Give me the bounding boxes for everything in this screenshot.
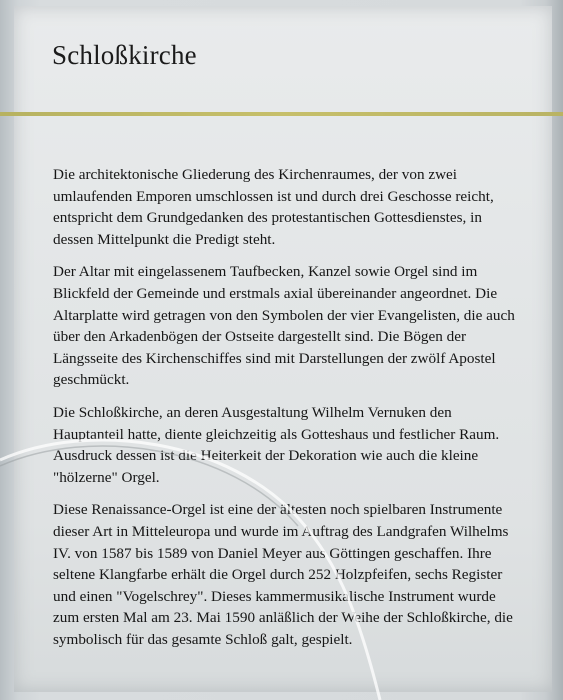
sign-title: Schloßkirche — [52, 40, 197, 70]
paragraph-decoration: Die Schloßkirche, an deren Ausgestaltung Wilhelm Vernuken den Hauptanteil hatte, diente gleichzeitig als Gotteshaus und festlicher Raum. Ausdruck dessen ist die Heiterkeit der Dekoration wie auch die kleine "hölzerne" Orgel. — [53, 403, 500, 486]
paragraph-architecture: Die architektonische Gliederung des Kirchenraumes, der von zwei umlaufenden Emporen umschlossen ist und durch drei Geschosse reicht, entspricht dem Grundgedanken des protestantischen Gottesdienstes, in dessen Mittelpunkt die Predigt steht. — [53, 166, 494, 248]
sign-body — [53, 164, 525, 661]
paragraph-altar: Der Altar mit eingelassenem Taufbecken, Kanzel sowie Orgel sind im Blickfeld der Gemeinde und erstmals axial übereinander angeordnet. Die Altarplatte wird getragen von den Symbolen der vier Evangelisten, die auch über den Arkadenbögen der Ostseite dargestellt sind. Die Bögen der Längsseite des Kirchenschiffes sind mit Darstellungen der zwölf Apostel geschmückt. — [53, 263, 515, 389]
paragraph-organ: Diese Renaissance-Orgel ist eine der ältesten noch spielbaren Instrumente dieser Art in Mitteleuropa und wurde im Auftrag des Landgrafen Wilhelms IV. von 1587 bis 1589 von Daniel Meyer aus Göttingen geschaffen. Ihre seltene Klangfarbe erhält die Orgel durch 252 Holzpfeifen, sechs Register und einen "Vogelschrey". Dieses kammermusikalische Instrument wurde zum ersten Mal am 23. Mai 1590 anläßlich der Weihe der Schloßkirche, die symbolisch für das gesamte Schloß galt, gespielt. — [53, 501, 513, 648]
gold-divider-line — [0, 112, 563, 116]
